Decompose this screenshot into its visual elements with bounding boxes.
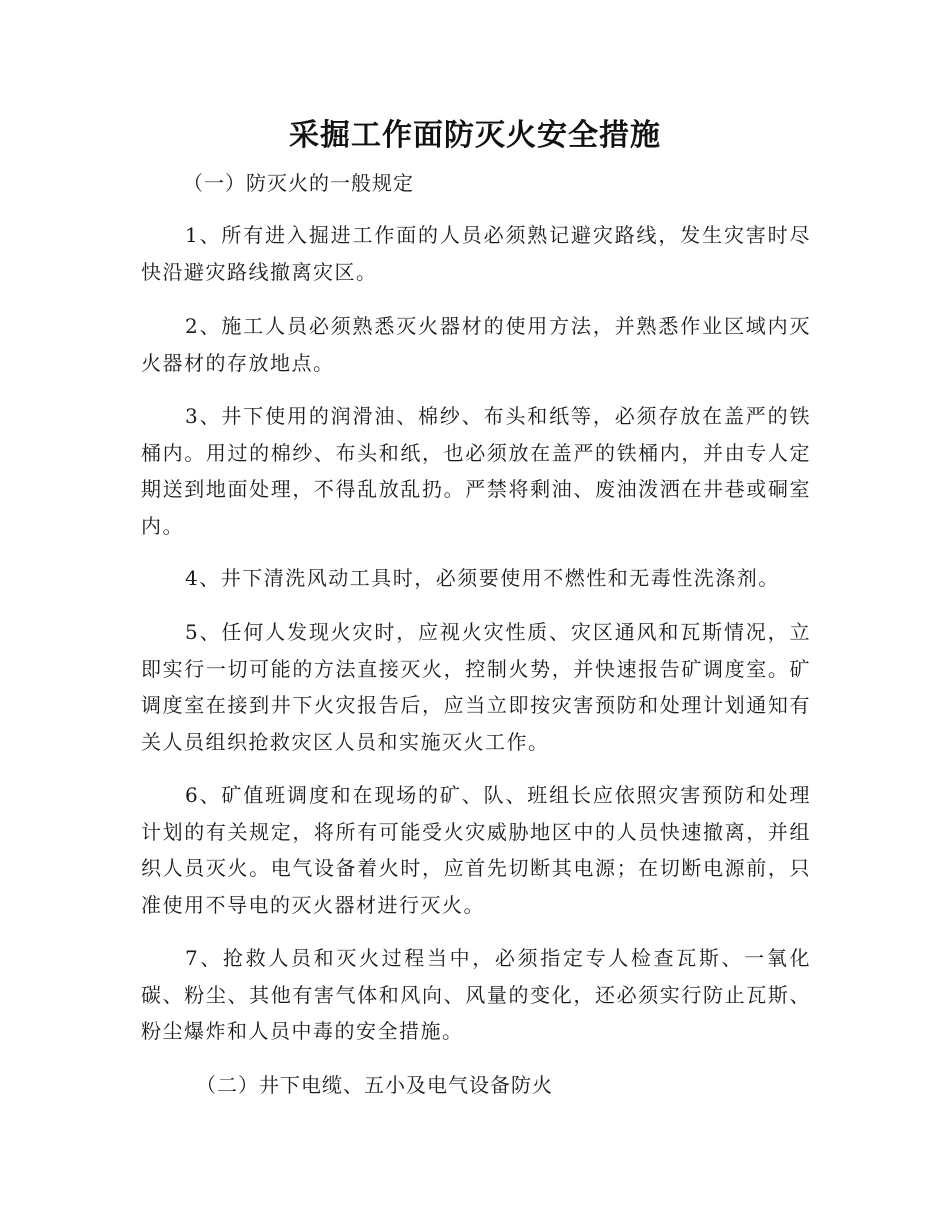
paragraph-6: 6、矿值班调度和在现场的矿、队、班组长应依照灾害预防和处理计划的有关规定，将所有可能受火灾威胁地区中的人员快速撤离，并组织人员灭火。电气设备着火时，应首先切断其电源；在切断电源前，只准使用不导电的灭火器材进行灭火。 <box>141 783 811 917</box>
paragraph-7: 7、抢救人员和灭火过程当中，必须指定专人检查瓦斯、一氧化碳、粉尘、其他有害气体和风向、风量的变化，还必须实行防止瓦斯、粉尘爆炸和人员中毒的安全措施。 <box>141 946 811 1043</box>
paragraph-3: 3、井下使用的润滑油、棉纱、布头和纸等，必须存放在盖严的铁桶内。用过的棉纱、布头和纸，也必须放在盖严的铁桶内，并由专人定期送到地面处理，不得乱放乱扔。严禁将剩油、废油泼洒在井巷或硐室内。 <box>141 404 811 538</box>
paragraph-4: 4、井下清洗风动工具时，必须要使用不燃性和无毒性洗涤剂。 <box>185 566 780 590</box>
paragraph-2: 2、施工人员必须熟悉灭火器材的使用方法，并熟悉作业区域内灭火器材的存放地点。 <box>141 314 811 375</box>
paragraph-5: 5、任何人发现火灾时，应视火灾性质、灾区通风和瓦斯情况，立即实行一切可能的方法直接灭火，控制火势，并快速报告矿调度室。矿调度室在接到井下火灾报告后，应当立即按灾害预防和处理计划通知有关人员组织抢救灾区人员和实施灭火工作。 <box>141 620 811 754</box>
section-heading-general-rules: （一）防灭火的一般规定 <box>183 171 414 195</box>
document-title: 采掘工作面防灭火安全措施 <box>289 118 661 153</box>
section-heading-cables-equipment: （二）井下电缆、五小及电气设备防火 <box>196 1073 553 1097</box>
paragraph-1: 1、所有进入掘进工作面的人员必须熟记避灾路线，发生灾害时尽快沿避灾路线撤离灾区。 <box>141 223 811 284</box>
